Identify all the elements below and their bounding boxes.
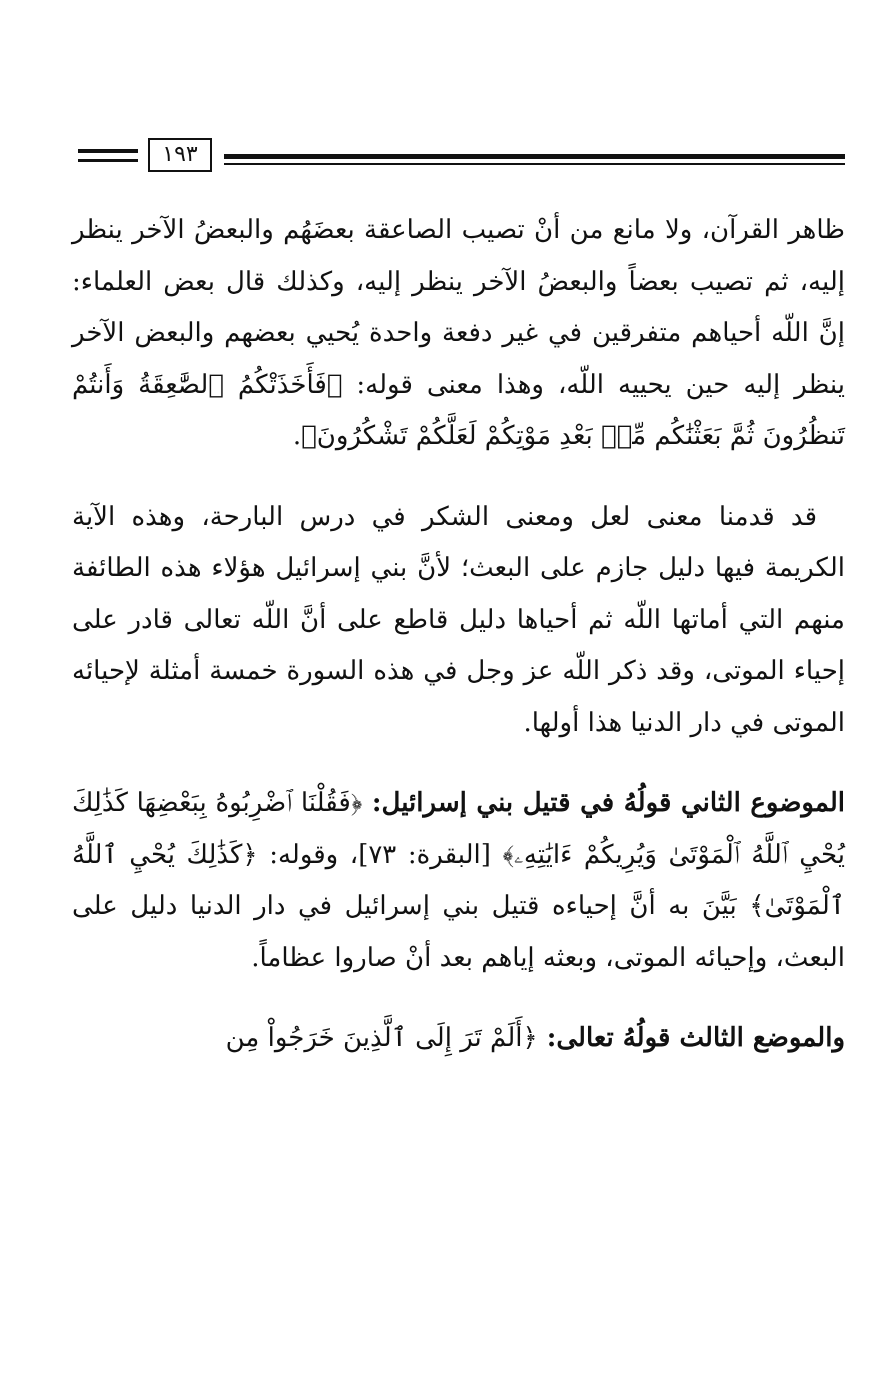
paragraph-4: [72, 1013, 845, 1065]
paragraph-2: قد قدمنا معنى لعل ومعنى الشكر في درس البارحة، وهذه الآية الكريمة فيها دليل جازم على البعث؛ لأنَّ بني إسرائيل هؤلاء هذه الطائفة منهم التي أماتها اللّه ثم أحياها دليل قاطع على أنَّ اللّه تعالى قادر على إحياء الموتى، وقد ذكر اللّه عز وجل في هذه السورة خمسة أمثلة لإحيائه الموتى في دار الدنيا هذا أولها.: [72, 501, 845, 738]
paragraph-3-heading: الموضوع الثاني قولُهُ في قتيل بني إسرائيل:: [362, 788, 845, 818]
page-number: ١٩٣: [148, 138, 212, 172]
page-header: [78, 138, 845, 178]
page-body: [72, 205, 845, 1065]
paragraph-3: [72, 778, 845, 984]
header-rule-right: [224, 154, 845, 165]
paragraph-4-heading: والموضع الثالث قولُهُ تعالى:: [537, 1023, 845, 1053]
paragraph-4-text: ﴿أَلَمْ تَرَ إِلَى ٱلَّذِينَ خَرَجُواْ مِن: [225, 1023, 538, 1053]
paragraph-1: ظاهر القرآن، ولا مانع من أنْ تصيب الصاعقة بعضَهُم والبعضُ الآخر ينظر إليه، ثم تصيب بعضاً والبعضُ الآخر ينظر إليه، وكذلك قال بعض العلماء: إنَّ اللّه أحياهم متفرقين في غير دفعة واحدة يُحيي بعضهم والبعض الآخر ينظر إليه حين يحييه اللّه، وهذا معنى قوله: ﴿فَأَخَذَتْكُمُ ٱلصَّٰعِقَةُ وَأَنتُمْ تَنظُرُونَ ثُمَّ بَعَثْنَٰكُم مِّنۢ بَعْدِ مَوْتِكُمْ لَعَلَّكُمْ تَشْكُرُونَ﴾.: [72, 215, 845, 451]
paragraph-3-text: ﴿فَقُلْنَا ٱضْرِبُوهُ بِبَعْضِهَا كَذَٰلِكَ يُحْيِ ٱللَّهُ ٱلْمَوْتَىٰ وَيُرِيكُمْ ءَايَٰتِهِۦ﴾ [البقرة: ٧٣]، وقوله: ﴿كَذَٰلِكَ يُحْيِ ٱللَّهُ ٱلْمَوْتَىٰ﴾ بَيَّنَ به أنَّ إحياءه قتيل بني إسرائيل في دار الدنيا دليل على البعث، وإحيائه الموتى، وبعثه إياهم بعد أنْ صاروا عظاماً.: [72, 788, 845, 973]
header-rule-left: [78, 149, 138, 162]
